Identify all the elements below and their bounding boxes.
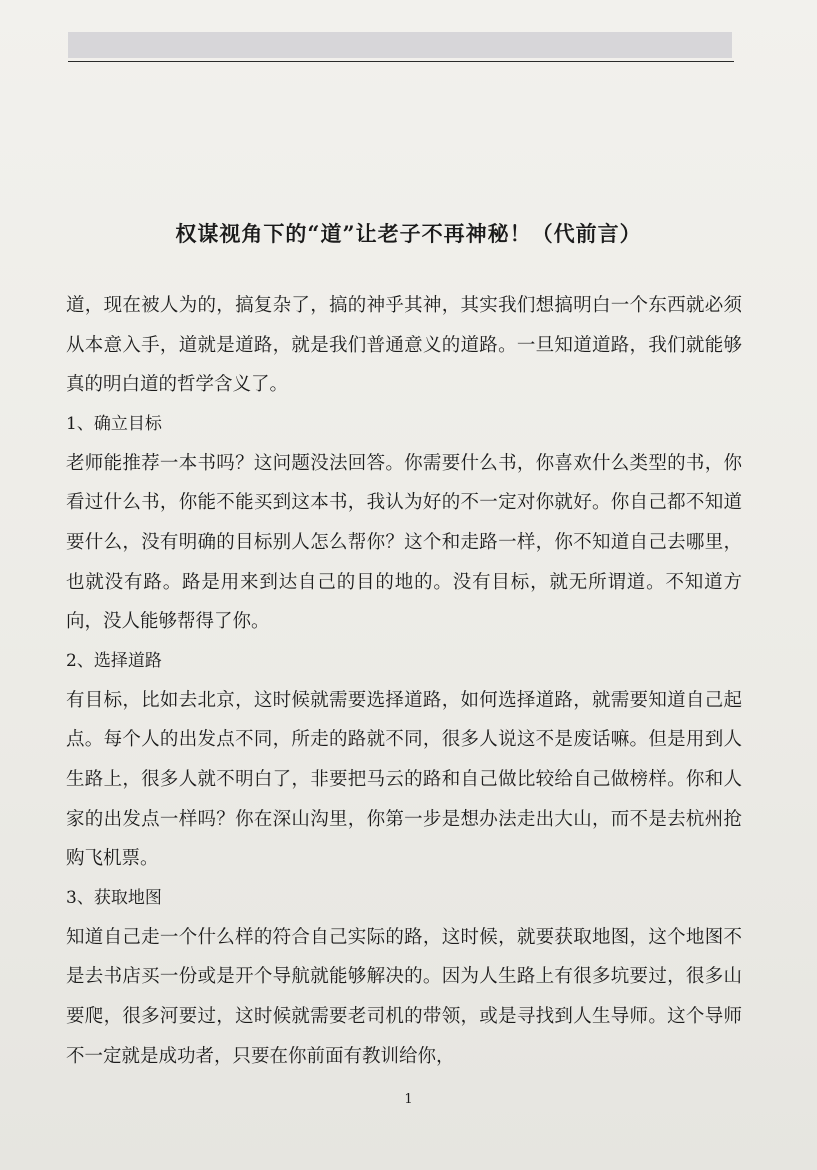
intro-paragraph: 道，现在被人为的，搞复杂了，搞的神乎其神，其实我们想搞明白一个东西就必须从本意入手，道就是道路，就是我们普通意义的道路。一旦知道道路，我们就能够真的明白道的哲学含义了。 [66,295,742,396]
section-paragraph-3: 知道自己走一个什么样的符合自己实际的路，这时候，就要获取地图，这个地图不是去书店买一份或是开个导航就能够解决的。因为人生路上有很多坑要过，很多山要爬，很多河要过，这时候就需要老司机的带领，或是寻找到人生导师。这个导师不一定就是成功者，只要在你前面有教训给你， [66,926,742,1067]
section-heading-1: 1、确立目标 [66,413,162,434]
section-heading-3: 3、获取地图 [66,887,162,908]
header-redaction-bar [68,32,732,58]
page-title: 权谋视角下的“道”让老子不再神秘！（代前言） [175,221,642,246]
header-rule [68,61,734,62]
page-number: 1 [404,1092,413,1107]
section-heading-2: 2、选择道路 [66,650,162,671]
body-text [66,286,742,1076]
section-paragraph-2: 有目标，比如去北京，这时候就需要选择道路，如何选择道路，就需要知道自己起点。每个人的出发点不同，所走的路就不同，很多人说这不是废话嘛。但是用到人生路上，很多人就不明白了，非要把马云的路和自己做比较给自己做榜样。你和人家的出发点一样吗？你在深山沟里，你第一步是想办法走出大山，而不是去杭州抢购飞机票。 [66,689,742,870]
section-paragraph-1: 老师能推荐一本书吗？这问题没法回答。你需要什么书，你喜欢什么类型的书，你看过什么书，你能不能买到这本书，我认为好的不一定对你就好。你自己都不知道要什么，没有明确的目标别人怎么帮你？这个和走路一样，你不知道自己去哪里，也就没有路。路是用来到达自己的目的地的。没有目标，就无所谓道。不知道方向，没人能够帮得了你。 [66,452,742,633]
